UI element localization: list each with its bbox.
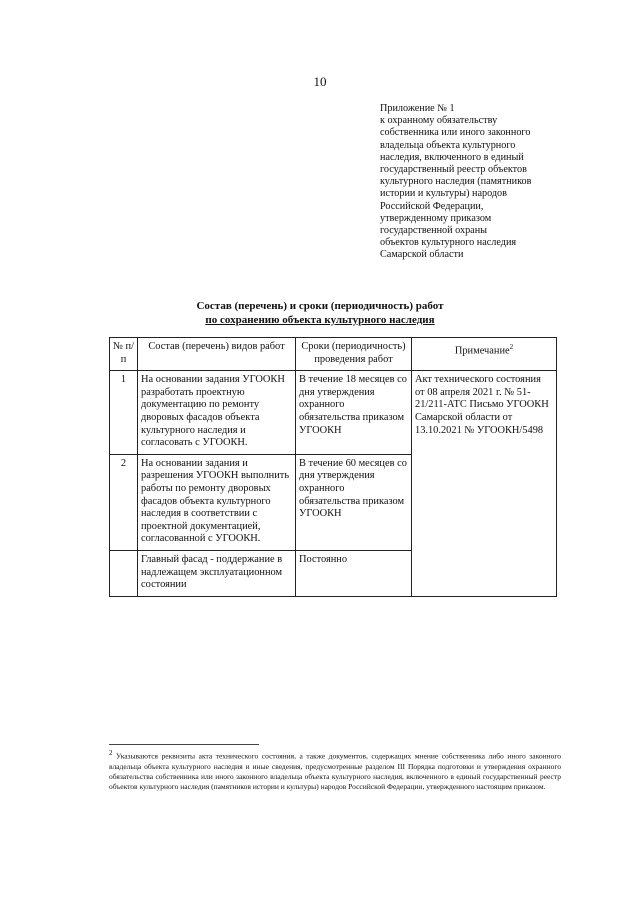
appendix-line: утвержденному приказом — [380, 212, 492, 224]
header-num: № п/п — [110, 338, 138, 371]
appendix-line: владельца объекта культурного — [380, 139, 516, 151]
appendix-line: истории и культуры) народов — [380, 188, 507, 200]
appendix-line: к охранному обязательству — [380, 115, 498, 127]
footnote — [109, 748, 561, 793]
appendix-line: Самарской области — [380, 249, 464, 261]
appendix-line: объектов культурного наследия — [380, 237, 517, 249]
document-title — [0, 300, 640, 327]
appendix-line: Приложение № 1 — [380, 103, 455, 114]
row-terms: Постоянно — [296, 550, 412, 596]
footnote-divider — [109, 744, 259, 745]
table-row — [110, 371, 557, 455]
appendix-line: наследия, включенного в единый — [380, 151, 524, 163]
appendix-line: Российской Федерации, — [380, 200, 484, 212]
footnote-mark: 2 — [109, 749, 113, 757]
row-num: 1 — [110, 371, 138, 455]
appendix-block — [380, 103, 580, 262]
footnote-ref: 2 — [509, 343, 514, 351]
header-terms: Сроки (периодичность) проведения работ — [296, 338, 412, 371]
row-works: На основании задания УГООКН разработать проектную документацию по ремонту дворовых фасадов объекта культурного наследия и согласовать с УГООКН. — [138, 371, 296, 455]
row-terms: В течение 18 месяцев со дня утверждения охранного обязательства приказом УГООКН — [296, 371, 412, 455]
row-works: Главный фасад - поддержание в надлежащем эксплуатационном состоянии — [138, 550, 296, 596]
appendix-line: собственника или иного законного — [380, 127, 531, 139]
title-line-1: Состав (перечень) и сроки (периодичность) работ — [196, 300, 444, 312]
header-works: Состав (перечень) видов работ — [138, 338, 296, 371]
header-note-label: Примечание — [454, 345, 510, 357]
row-terms: В течение 60 месяцев со дня утверждения охранного обязательства приказом УГООКН — [296, 454, 412, 550]
footnote-text: Указываются реквизиты акта технического состояния, а также документов, содержащих мнение собственника либо иного законного владельца объекта культурного наследия и иные сведения, предусмотренные разделом III Порядка подготовки и утверждения охранного обязательства собственника или иного законного владельца объекта культурного наследия, включенного в единый государственный реестр объектов культурного наследия (памятников истории и культуры) народов Российской Федерации, утвержденного настоящим приказом. — [109, 751, 562, 792]
row-num — [110, 550, 138, 596]
header-note — [412, 338, 557, 371]
title-line-2: по сохранению объекта культурного наследия — [205, 313, 435, 326]
row-num: 2 — [110, 454, 138, 550]
table-header-row — [110, 338, 557, 371]
page-number: 10 — [313, 74, 327, 89]
row-note: Акт технического состояния от 08 апреля 2021 г. № 51-21/211-АТС Письмо УГООКН Самарской области от 13.10.2021 № УГООКН/5498 — [412, 371, 557, 597]
works-table — [109, 337, 557, 597]
appendix-line: государственный реестр объектов — [380, 164, 527, 176]
row-works: На основании задания и разрешения УГООКН выполнить работы по ремонту дворовых фасадов объекта культурного наследия в соответствии с проектной документацией, согласованной с УГООКН. — [138, 454, 296, 550]
appendix-line: культурного наследия (памятников — [380, 176, 532, 188]
appendix-line: государственной охраны — [380, 225, 487, 237]
